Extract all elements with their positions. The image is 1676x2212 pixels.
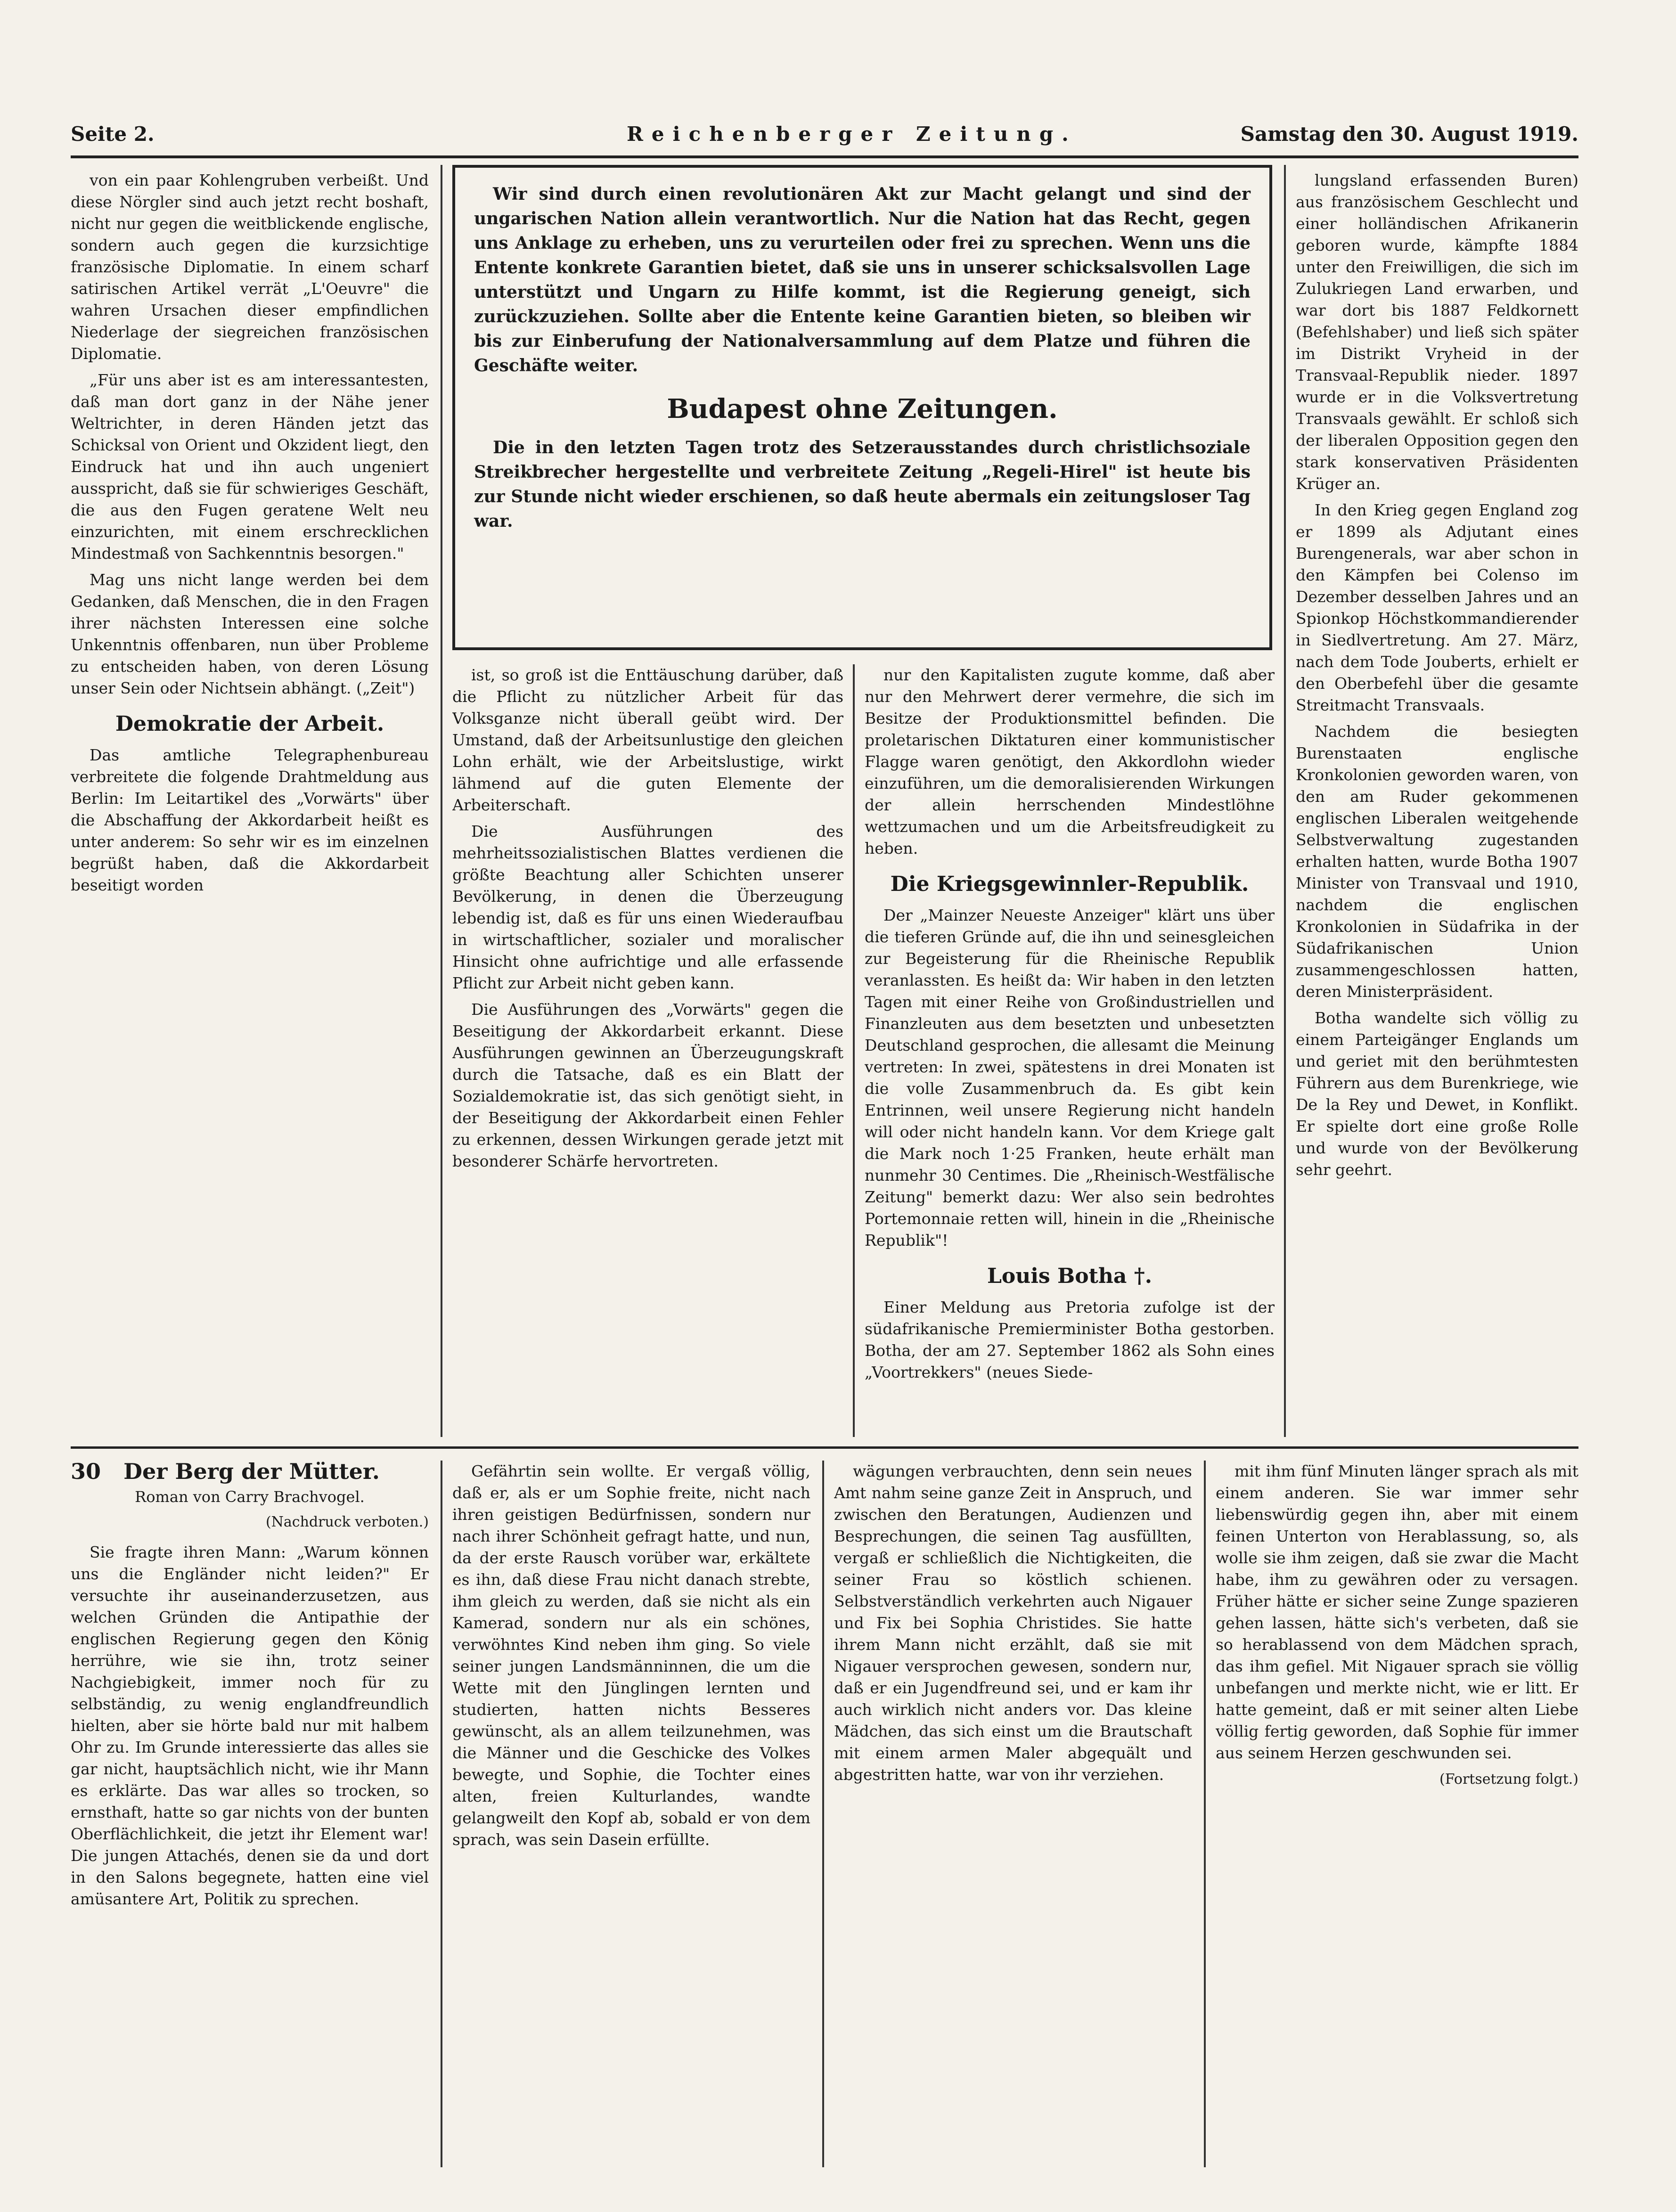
paragraph: Nachdem die besiegten Burenstaaten englische Kronkolonien geworden waren, von den am Ruder gekommenen englischen Liberalen weitgehende Selbstverwaltung zugestanden erhalten hatten, wurde Botha 1907 Minister von Transvaal und 1910, nachdem die englischen Kronkolonien in Südafrika in der Südafrikanischen Union zusammengeschlossen hatten, deren Ministerpräsident. bbox=[1296, 722, 1578, 1001]
column-rule bbox=[441, 1461, 442, 2167]
botha-title: Louis Botha bbox=[987, 1264, 1127, 1288]
column-4-top bbox=[1296, 170, 1578, 1432]
article-title-demokratie: Demokratie der Arbeit. bbox=[115, 712, 384, 736]
paragraph: ist, so groß ist die Enttäuschung darüber, daß die Pflicht zu nützlicher Arbeit für das Volksganze nicht überall geübt wird. Der Umstand, daß der Arbeitsunlustige den gleichen Lohn erhält, wie der Arbeitslustige, wirkt lähmend auf die guten Elemente der Arbeiterschaft. bbox=[452, 666, 843, 814]
serial-title: Der Berg der Mütter. bbox=[123, 1461, 380, 1484]
paragraph: Einer Meldung aus Pretoria zufolge ist der südafrikanische Premierminister Botha gestorben. Botha, der am 27. September 1862 als Sohn eines „Voortrekkers" (neues Siede- bbox=[865, 1298, 1275, 1381]
paragraph: Die Ausführungen des „Vorwärts" gegen die Beseitigung der Akkordarbeit erkannt. Diese Ausführungen gewinnen an Überzeugungskraft durch die Tatsache, daß es ein Blatt der Sozialdemokratie ist, das sich genötigt sieht, in der Beseitigung der Akkordarbeit einen Fehler zu erkennen, dessen Wirkungen gerade jetzt mit besonderer Schärfe hervortreten. bbox=[452, 1000, 843, 1170]
continuation-note: (Fortsetzung folgt.) bbox=[1439, 1771, 1578, 1788]
column-rule bbox=[853, 664, 855, 1437]
column-1-top bbox=[71, 170, 429, 1432]
serial-number: 30 bbox=[71, 1461, 101, 1484]
serial-byline: Roman von Carry Brachvogel. bbox=[135, 1488, 365, 1506]
paragraph: Sie fragte ihren Mann: „Warum können uns die Engländer nicht leiden?" Er versuchte ihr auseinanderzusetzen, aus welchen Gründen die Antipathie der englischen Regierung gegen den König herrühre, wie sie ihn, trotz seiner Nachgiebigkeit, immer noch für zu selbständig, zu wenig englandfreundlich hielten, aber sie hörte bald nur mit halbem Ohr zu. Im Grunde interessierte das alles sie gar nicht, hauptsächlich nicht, wie ihr Mann es erklärte. Das war alles so trocken, so ernsthaft, hatte so gar nichts von der bunten Oberflächlichkeit, die jetzt ihr Element war! Die jungen Attachés, denen sie da und dort in den Salons begegnete, hatten eine viel amüsantere Art, Politik zu sprechen. bbox=[71, 1543, 429, 1908]
paragraph: Die Ausführungen des mehrheitssozialistischen Blattes verdienen die größte Beachtung aller Schichten unserer Bevölkerung, in denen die Überzeugung lebendig ist, daß es für uns einen Wiederaufbau in wirtschaftlicher, sozialer und moralischer Hinsicht ohne aufrichtige und alle erfassende Pflicht zur Arbeit nicht geben kann. bbox=[452, 822, 843, 992]
paragraph: In den Krieg gegen England zog er 1899 als Adjutant eines Burengenerals, war aber schon in den Kämpfen bei Colenso im Dezember desselben Jahres und an Spionkop Höchstkommandierender in Siedlvertretung. Am 27. März, nach dem Tode Jouberts, erhielt er den Oberbefehl über die gesamte Streitmacht Transvaals. bbox=[1296, 501, 1578, 714]
column-3-middle bbox=[865, 664, 1275, 1437]
paragraph: mit ihm fünf Minuten länger sprach als mit einem anderen. Sie war immer sehr liebenswürdig gegen ihn, aber mit einem feinen Unterton von Herablassung, so, als wolle sie ihm zeigen, daß sie zwar die Macht habe, ihm zu gewähren oder zu versagen. Früher hätte er sicher seine Zunge spazieren gehen lassen, hätte sich's verbeten, daß sie so herablassend von dem Mädchen sprach, das ihm gefiel. Mit Nigauer sprach sie völlig unbefangen und merkte nicht, wie er litt. Er hatte gemeint, daß er mit seiner alten Liebe völlig fertig geworden, daß Sophie für immer aus seinem Herzen geschwunden sei. bbox=[1216, 1462, 1578, 1762]
announcement-text: Die in den letzten Tagen trotz des Setzerausstandes durch christlichsoziale Streikbrecher hergestellte und verbreitete Zeitung „Regeli-Hirel" ist heute bis zur Stunde nicht wieder erschienen, so daß heute abermals ein zeitungsloser Tag war. bbox=[474, 438, 1251, 531]
reprint-note: (Nachdruck verboten.) bbox=[265, 1514, 429, 1530]
paragraph: nur den Kapitalisten zugute komme, daß aber nur den Mehrwert derer vermehre, die sich im Besitze der Produktionsmittel befinden. Die proletarischen Diktaturen einer kommunistischer Flagge waren genötigt, den Akkordlohn wieder einzuführen, um die demoralisierenden Wirkungen der allein herrschenden Mindestlöhne wettzumachen und um die Arbeitsfreudigkeit zu heben. bbox=[865, 666, 1275, 857]
paragraph: von ein paar Kohlengruben verbeißt. Und diese Nörgler sind auch jetzt recht boshaft, nicht nur gegen die weitblickende englische, sondern auch gegen die kurzsichtige französische Diplomatie. In einem scharf satirischen Artikel verrät „L'Oeuvre" die wahren Ursachen dieser empfindlichen Niederlage der siegreichen französischen Diplomatie. bbox=[71, 171, 429, 363]
boxed-announcement bbox=[452, 165, 1272, 650]
serial-column-1 bbox=[71, 1461, 429, 2167]
newspaper-page bbox=[71, 118, 1578, 2172]
column-rule bbox=[1284, 165, 1286, 1437]
paragraph: Mag uns nicht lange werden bei dem Gedanken, daß Menschen, die in den Fragen ihrer nächsten Interessen eine solche Unkenntnis offenbaren, nun über Probleme zu entscheiden haben, von deren Lösung unser Sein oder Nichtsein abhängt. („Zeit") bbox=[71, 571, 429, 697]
masthead: Reichenberger Zeitung. bbox=[627, 122, 1077, 146]
paragraph: wägungen verbrauchten, denn sein neues Amt nahm seine ganze Zeit in Anspruch, und zwischen den Beratungen, Audienzen und Besprechungen, die seinen Tag ausfüllten, vergaß er schließlich die Nichtigkeiten, die seiner Frau so köstlich schienen. Selbstverständlich verkehrten auch Nigauer und Fix bei Sophia Christides. Sie hatte ihrem Mann nicht erzählt, daß sie mit Nigauer versprochen gewesen, sondern nur, daß er ein Jugendfreund sei, und er kam ihr auch wirklich nicht anders vor. Das kleine Mädchen, das sich einst um die Brautschaft mit einem armen Maler abgequält und abgestritten hatte, war von ihr verziehen. bbox=[834, 1462, 1192, 1784]
page-number: Seite 2. bbox=[71, 122, 155, 146]
serial-column-4 bbox=[1216, 1461, 1578, 2167]
paragraph: Gefährtin sein wollte. Er vergaß völlig, daß er, als er um Sophie freite, nicht nach ihren geistigen Bedürfnissen, sondern nur nach ihrer Schönheit gefragt hatte, und nun, da der erste Rausch vorüber war, erkältete es ihn, daß diese Frau nicht danach strebte, ihm gleich zu werden, daß sie nicht als ein Kamerad, sondern nur als ein schönes, verwöhntes Kind neben ihm ging. So viele seiner jungen Landsmänninnen, die um die Wette mit den Jünglingen lernten und studierten, hatten nichts Besseres gewünscht, als an allem teilzunehmen, was die Männer und die Geschicke des Volkes bewegte, und Sophie, die Tochter eines alten, freien Kulturlandes, wandte gelangweilt den Kopf ab, sobald er von dem sprach, was sein Dasein erfüllte. bbox=[452, 1462, 810, 1849]
article-title-budapest: Budapest ohne Zeitungen. bbox=[667, 393, 1058, 424]
announcement-text: Wir sind durch einen revolutionären Akt zur Macht gelangt und sind der ungarischen Nation allein verantwortlich. Nur die Nation hat das Recht, gegen uns Anklage zu erheben, uns zu verurteilen oder frei zu sprechen. Wenn uns die Entente konkrete Garantien bietet, daß sie uns in unserer schicksalsvollen Lage unterstützt und Ungarn zu Hilfe kommt, ist die Regierung geneigt, sich zurückzuziehen. Sollte aber die Entente keine Garantien bieten, so bleiben wir bis zur Einberufung der Nationalversammlung auf dem Platze und führen die Geschäfte weiter. bbox=[474, 184, 1251, 375]
column-rule bbox=[1204, 1461, 1206, 2167]
paragraph: Das amtliche Telegraphenbureau verbreitete die folgende Drahtmeldung aus Berlin: Im Leitartikel des „Vorwärts" über die Abschaffung der Akkordarbeit heißt es unter anderem: So sehr wir es im einzelnen begrüßt haben, daß die Akkordarbeit beseitigt worden bbox=[71, 746, 429, 894]
column-rule bbox=[441, 165, 442, 1437]
paragraph: lungsland erfassenden Buren) aus französischem Geschlecht und einer holländischen Afrikanerin geboren wurde, kämpfte 1884 unter den Freiwilligen, die sich im Zulukriegen Land erwarben, und war dort bis 1887 Feldkornett (Befehlshaber) und ließ sich später im Distrikt Vryheid in der Transvaal-Republik nieder. 1897 wurde er in die Volksvertretung Transvaals gewählt. Er schloß sich der liberalen Opposition gegen den stark konservativen Präsidenten Krüger an. bbox=[1296, 171, 1578, 493]
column-2-middle bbox=[452, 664, 843, 1437]
article-title-botha bbox=[865, 1265, 1275, 1287]
serial-heading bbox=[71, 1461, 429, 1482]
dagger-mark: †. bbox=[1134, 1264, 1153, 1288]
paragraph: Der „Mainzer Neueste Anzeiger" klärt uns über die tieferen Gründe auf, die ihn und seinesgleichen zur Begeisterung für die Rheinische Republik veranlassten. Es heißt da: Wir haben in den letzten Tagen mit einer Reihe von Großindustriellen und Finanzleuten aus dem besetzten und unbesetzten Deutschland gesprochen, die allesamt die Meinung vertreten: In zwei, spätestens in drei Monaten ist die volle Zusammenbruch da. Es gibt kein Entrinnen, weil unsere Regierung nicht handeln will oder nicht handeln kann. Vor dem Kriege galt die Mark noch 1·25 Franken, heute erhält man nunmehr 30 Centimes. Die „Rheinisch-Westfälische Zeitung" bemerkt dazu: Wer also sein bedrohtes Portemonnaie retten will, hinein in die „Rheinische Republik"! bbox=[865, 906, 1275, 1249]
serial-column-2 bbox=[452, 1461, 810, 2167]
article-title-kriegsgewinnler: Die Kriegsgewinnler-Republik. bbox=[890, 872, 1249, 896]
issue-date: Samstag den 30. August 1919. bbox=[1240, 122, 1578, 146]
paragraph: „Für uns aber ist es am interessantesten, daß man dort ganz in der Nähe jener Weltrichter, in deren Händen jetzt das Schicksal von Orient und Okzident liegt, den Eindruck hat und ihn auch ungeniert ausspricht, daß sie für schwieriges Geschäft, die aus den Fugen geratene Welt neu einzurichten, mit einem erschrecklichen Mindestmaß von Sachkenntnis besorgen." bbox=[71, 371, 429, 563]
feuilleton-divider bbox=[71, 1446, 1578, 1449]
paragraph: Botha wandelte sich völlig zu einem Parteigänger Englands um und geriet mit den berühmtesten Führern aus dem Burenkriege, wie De la Rey und Dewet, in Konflikt. Er spielte dort eine große Rolle und wurde von der Bevölkerung sehr geehrt. bbox=[1296, 1009, 1578, 1179]
serial-column-3 bbox=[834, 1461, 1192, 2167]
column-rule bbox=[822, 1461, 824, 2167]
page-header bbox=[71, 118, 1578, 158]
